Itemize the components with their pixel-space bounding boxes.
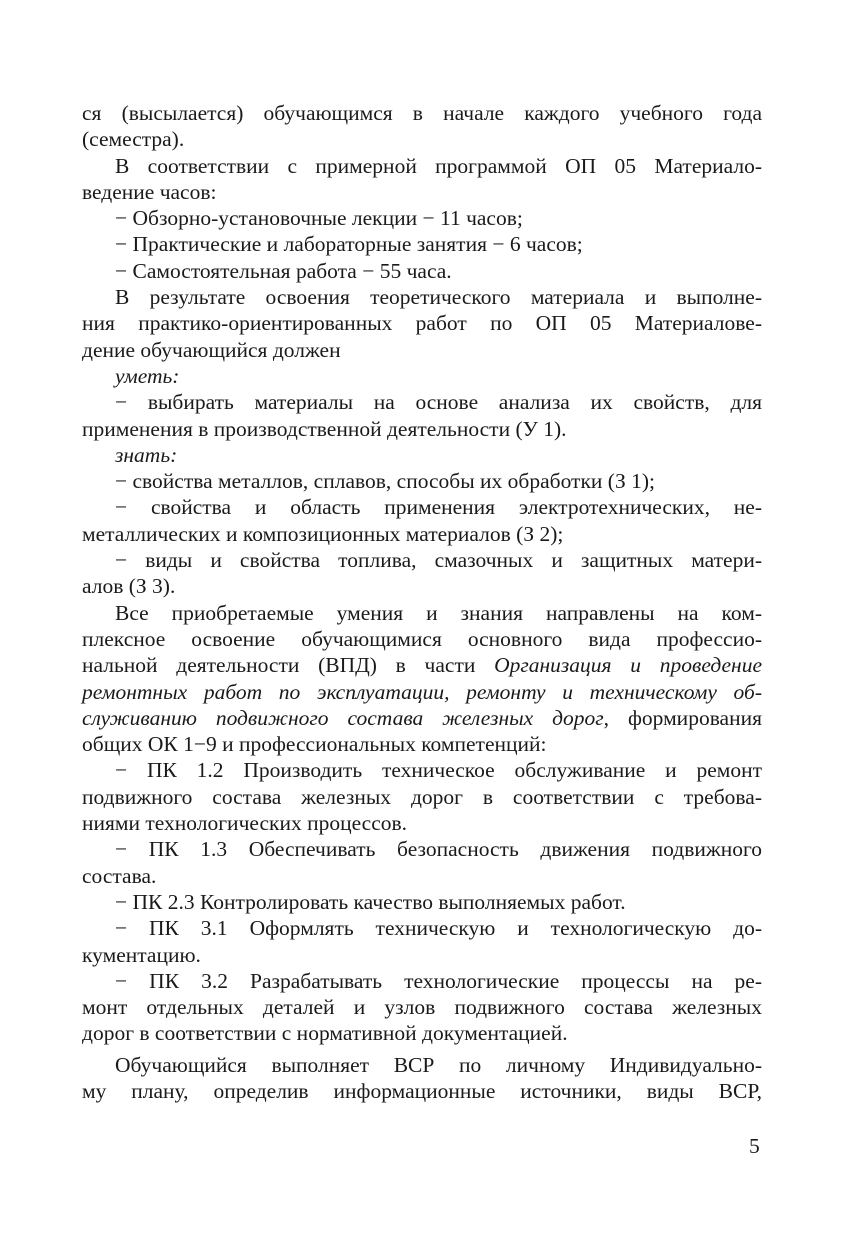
text-line: − ПК 1.2 Производить техническое обслуживание и ремонт bbox=[115, 758, 762, 783]
text-line: ниями технологических процессов. bbox=[82, 811, 408, 836]
italic-span: служиванию подвижного состава железных дорог bbox=[82, 705, 604, 730]
text-line: кументацию. bbox=[82, 942, 201, 967]
text-line: дорог в соответствии с нормативной документацией. bbox=[82, 1021, 568, 1046]
text-line: состава. bbox=[82, 863, 157, 888]
text-line: В результате освоения теоретического материала и выполне- bbox=[115, 285, 762, 310]
text-line: плексное освоение обучающимися основного вида профессио- bbox=[82, 626, 762, 651]
text-line: − ПК 2.3 Контролировать качество выполняемых работ. bbox=[115, 889, 626, 914]
text-line: общих ОК 1−9 и профессиональных компетенций: bbox=[82, 732, 547, 757]
text-line: − ПК 3.2 Разрабатывать технологические процессы на ре- bbox=[115, 968, 762, 993]
text-line: алов (З 3). bbox=[82, 574, 176, 599]
text-line: уметь: bbox=[115, 363, 180, 388]
text-line: − Обзорно-установочные лекции − 11 часов; bbox=[115, 206, 523, 231]
text-line: В соответствии с примерной программой ОП 05 Материало- bbox=[115, 153, 762, 178]
text-line: ремонтных работ по эксплуатации, ремонту и техническому об- bbox=[82, 679, 762, 704]
text-line: металлических и композиционных материалов (З 2); bbox=[82, 521, 564, 546]
text-line: − виды и свойства топлива, смазочных и защитных матери- bbox=[115, 548, 762, 573]
text-line bbox=[82, 652, 762, 678]
text-line: применения в производственной деятельности (У 1). bbox=[82, 416, 567, 441]
page-number: 5 bbox=[749, 1134, 760, 1158]
text-line bbox=[82, 705, 762, 731]
text-line: Обучающийся выполняет ВСР по личному Индивидуально- bbox=[115, 1052, 762, 1077]
text-line: − ПК 1.3 Обеспечивать безопасность движения подвижного bbox=[115, 837, 762, 862]
text-line: ния практико-ориентированных работ по ОП 05 Материалове- bbox=[82, 311, 762, 336]
text-line: Все приобретаемые умения и знания направлены на ком- bbox=[115, 600, 762, 625]
text-line: − свойства и область применения электротехнических, не- bbox=[115, 495, 762, 520]
text-line: − Практические и лабораторные занятия − 6 часов; bbox=[115, 232, 583, 257]
text-span: нальной деятельности (ВПД) в части bbox=[82, 653, 495, 678]
text-line: монт отдельных деталей и узлов подвижного состава железных bbox=[82, 995, 762, 1020]
text-line: − выбирать материалы на основе анализа их свойств, для bbox=[115, 390, 762, 415]
text-line: дение обучающийся должен bbox=[82, 337, 341, 362]
text-line: ся (высылается) обучающимся в начале каждого учебного года bbox=[82, 101, 762, 125]
text-line: − свойства металлов, сплавов, способы их обработки (З 1); bbox=[115, 469, 655, 494]
text-line: му плану, определив информационные источники, виды ВСР, bbox=[82, 1078, 762, 1103]
document-page-body bbox=[82, 100, 762, 1104]
text-line: подвижного состава железных дорог в соответствии с требова- bbox=[82, 784, 762, 809]
italic-span: Организация и проведение bbox=[494, 653, 762, 678]
text-line: − ПК 3.1 Оформлять техническую и технологическую до- bbox=[115, 916, 762, 941]
text-line: ведение часов: bbox=[82, 179, 217, 204]
text-span: , формирования bbox=[603, 705, 763, 730]
text-line: знать: bbox=[115, 442, 178, 467]
text-line: (семестра). bbox=[82, 127, 185, 152]
text-line: − Самостоятельная работа − 55 часа. bbox=[115, 258, 452, 283]
